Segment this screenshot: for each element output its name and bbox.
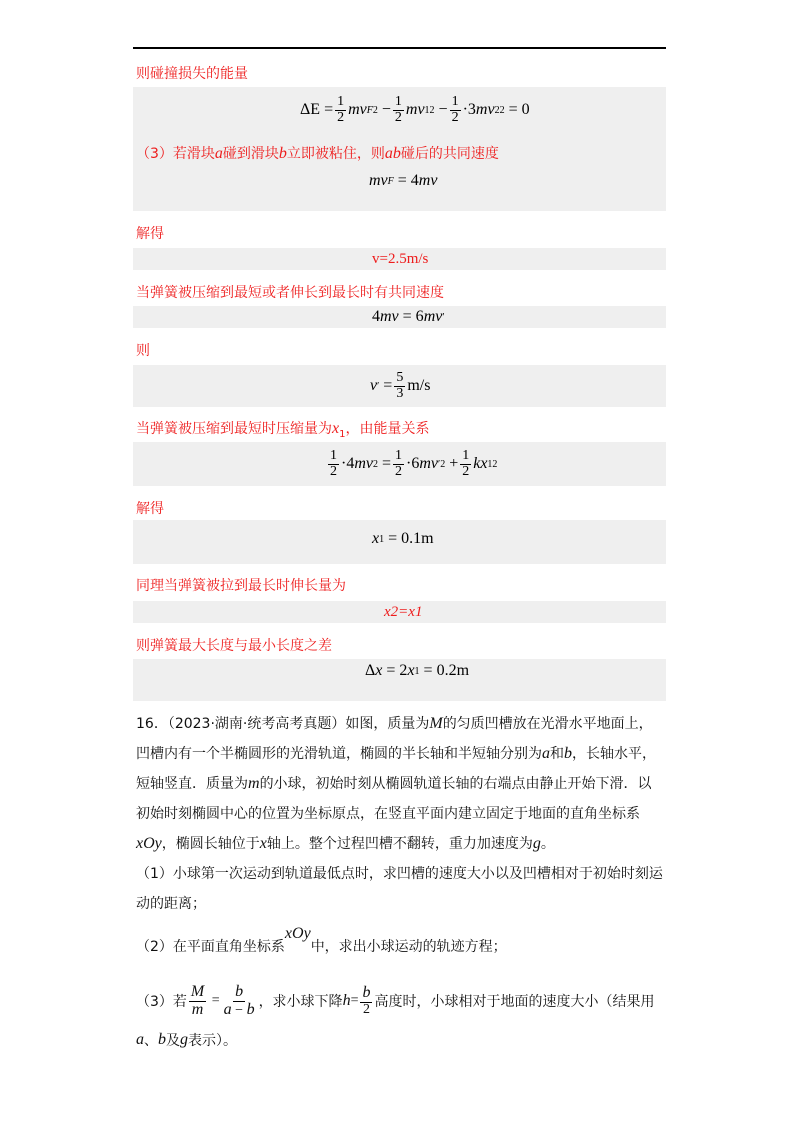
problem-line-2: 凹槽内有一个半椭圆形的光滑轨道，椭圆的半长轴和半短轴分别为a和b，长轴水平， [136, 745, 656, 762]
question-1-cont: 动的距离； [136, 896, 206, 912]
problem-line-3: 短轴竖直．质量为m的小球，初始时刻从椭圆轨道长轴的右端点由静止开始下滑．以 [136, 775, 652, 792]
equation-x1: x 1 = 0.1m [372, 530, 434, 547]
text-collision-energy-loss: 则碰撞损失的能量 [136, 66, 248, 82]
text-solve-2: 解得 [136, 501, 164, 517]
question-3: （3）若 $\frac{M}{m}$ = $\frac{b}{a - b}$ ，求小球下降 h = $\frac{b}{2}$ 高度时，小球相对于地面的速度大小（结果用 [136, 982, 655, 1018]
text-length-difference: 则弹簧最大长度与最小长度之差 [136, 638, 332, 654]
text-stretch: 同理当弹簧被拉到最长时伸长量为 [136, 578, 346, 594]
problem-line-4: 初始时刻椭圆中心的位置为坐标原点，在竖直平面内建立固定于地面的直角坐标系 [136, 806, 640, 822]
question-3-cont: a 、 b 及 g 表示）。 [136, 1031, 237, 1049]
equation-energy-loss: ΔE = $\frac{1}{2}$ mv F 2 − $\frac{1}{2}$ mv 1 2 − $\frac{1}{2}$ ·3 mv 2 2 = 0 [300, 93, 530, 125]
header-rule [133, 47, 666, 49]
text-common-velocity: 当弹簧被压缩到最短或者伸长到最长时有共同速度 [136, 285, 444, 301]
problem-16-statement [136, 709, 670, 919]
equation-momentum-1: mv F = 4 mv [369, 172, 438, 189]
equation-energy-conservation: $\frac{1}{2}$ ·4 mv 2 = $\frac{1}{2}$ ·6 mv ′2 + $\frac{1}{2}$ kx 1 2 [330, 447, 498, 479]
equation-delta-x: Δ x = 2 x 1 = 0.2m [365, 662, 470, 679]
text-then: 则 [136, 343, 150, 359]
text-solve-1: 解得 [136, 226, 164, 242]
equation-x2-equals-x1: x2=x1 [384, 603, 423, 620]
equation-v-prime: v ′ = $\frac{5}{3}$ m/s [370, 369, 431, 401]
question-1: （1）小球第一次运动到轨道最低点时，求凹槽的速度大小以及凹槽相对于初始时刻运 [136, 866, 663, 882]
equation-momentum-2: 4 mv = 6 mv ′ [372, 308, 445, 325]
text-compression: 当弹簧被压缩到最短时压缩量为$x_1$，由能量关系 [136, 420, 430, 440]
equation-v-value: v=2.5m/s [372, 250, 429, 267]
text-part3-stick: （3）若滑块a碰到滑块b立即被粘住，则ab碰后的共同速度 [136, 145, 499, 162]
problem-line-5: xOy，椭圆长轴位于x轴上。整个过程凹槽不翻转，重力加速度为g。 [136, 835, 555, 852]
question-2: （2）在平面直角坐标系 xOy 中，求出小球运动的轨迹方程； [136, 925, 507, 955]
problem-line-1: 16．（2023·湖南·统考高考真题）如图，质量为M的匀质凹槽放在光滑水平地面上， [136, 715, 653, 732]
